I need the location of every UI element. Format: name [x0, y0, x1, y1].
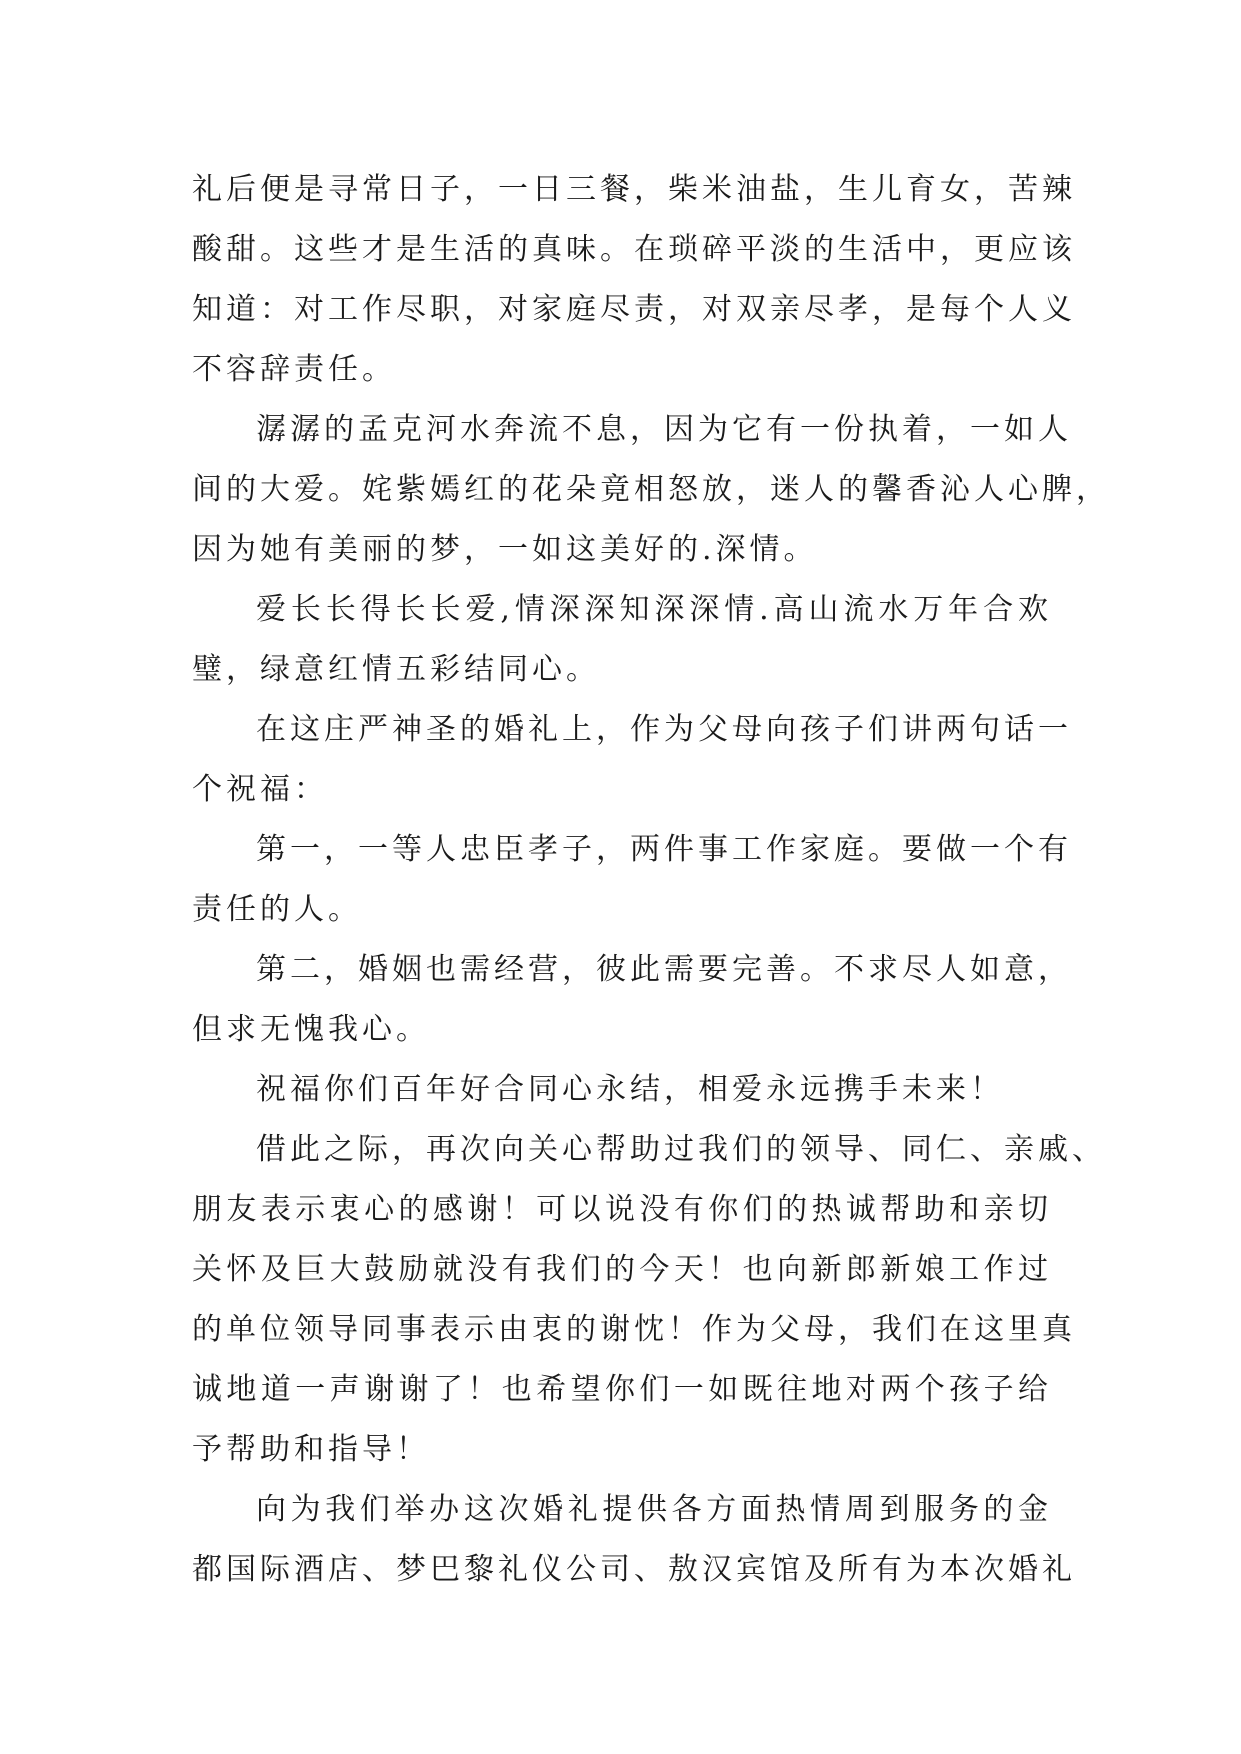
text-line: 朋友表示衷心的感谢！可以说没有你们的热诚帮助和亲切 — [192, 1192, 1052, 1227]
text-line: 不容辞责任。 — [192, 352, 396, 387]
text-line: 的单位领导同事表示由衷的谢忱！作为父母，我们在这里真 — [192, 1312, 1076, 1347]
text-line: 都国际酒店、梦巴黎礼仪公司、敖汉宾馆及所有为本次婚礼 — [192, 1552, 1076, 1587]
text-line: 责任的人。 — [192, 892, 362, 927]
text-line: 向为我们举办这次婚礼提供各方面热情周到服务的金 — [256, 1492, 1052, 1527]
text-line: 知道：对工作尽职，对家庭尽责，对双亲尽孝，是每个人义 — [192, 292, 1076, 327]
text-line: 爱长长得长长爱,情深深知深深情.高山流水万年合欢 — [256, 592, 1052, 627]
text-line: 第一，一等人忠臣孝子，两件事工作家庭。要做一个有 — [256, 832, 1072, 867]
text-line: 关怀及巨大鼓励就没有我们的今天！也向新郎新娘工作过 — [192, 1252, 1052, 1287]
text-line: 酸甜。这些才是生活的真味。在琐碎平淡的生活中，更应该 — [192, 232, 1076, 267]
text-line: 间的大爱。姹紫嫣红的花朵竟相怒放，迷人的馨香沁人心脾， — [192, 472, 1110, 507]
text-line: 在这庄严神圣的婚礼上，作为父母向孩子们讲两句话一 — [256, 712, 1072, 747]
text-line: 予帮助和指导！ — [192, 1432, 430, 1467]
text-line: 借此之际，再次向关心帮助过我们的领导、同仁、亲戚、 — [256, 1132, 1106, 1167]
text-line: 但求无愧我心。 — [192, 1012, 430, 1047]
text-line: 第二，婚姻也需经营，彼此需要完善。不求尽人如意， — [256, 952, 1072, 987]
text-line: 潺潺的孟克河水奔流不息，因为它有一份执着，一如人 — [256, 412, 1072, 447]
text-line: 诚地道一声谢谢了！也希望你们一如既往地对两个孩子给 — [192, 1372, 1052, 1407]
text-line: 礼后便是寻常日子，一日三餐，柴米油盐，生儿育女，苦辣 — [192, 172, 1076, 207]
body-text — [192, 160, 1110, 1600]
text-line: 璧，绿意红情五彩结同心。 — [192, 652, 600, 687]
text-line: 个祝福： — [192, 772, 328, 807]
text-line: 因为她有美丽的梦，一如这美好的.深情。 — [192, 532, 818, 567]
text-line: 祝福你们百年好合同心永结，相爱永远携手未来！ — [256, 1072, 1004, 1107]
